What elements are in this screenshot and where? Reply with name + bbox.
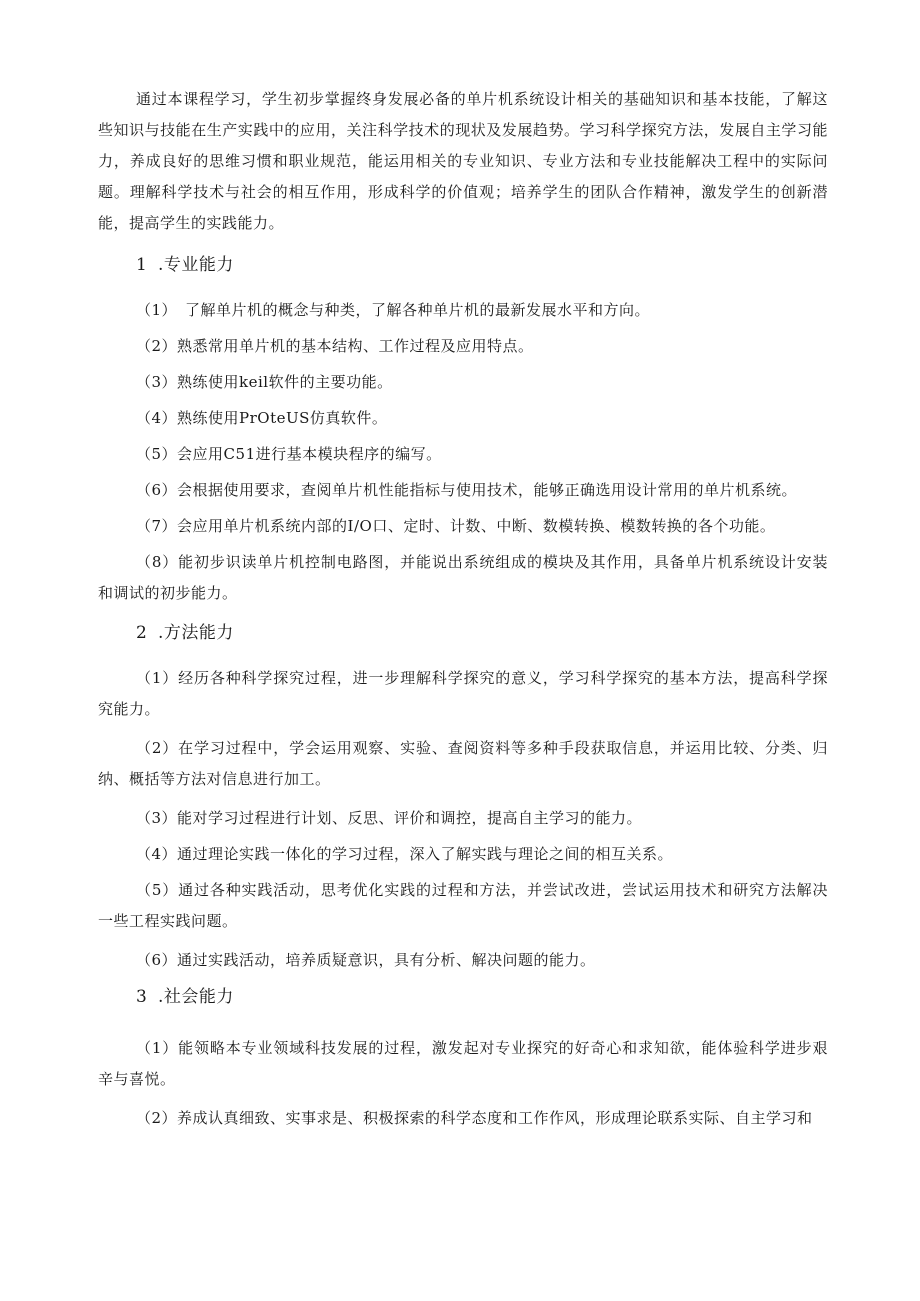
list-item: （1） 了解单片机的概念与种类，了解各种单片机的最新发展水平和方向。 (136, 301, 651, 319)
list-item: （3）能对学习过程进行计划、反思、评价和调控，提高自主学习的能力。 (136, 809, 643, 827)
section-title: .方法能力 (158, 623, 234, 643)
section-professional-ability (98, 249, 828, 609)
list-item: （4）通过理论实践一体化的学习过程，深入了解实践与理论之间的相互关系。 (136, 845, 674, 863)
section-title: .社会能力 (158, 987, 234, 1007)
list-item: （1）经历各种科学探究过程，进一步理解科学探究的意义，学习科学探究的基本方法，提高科学探究能力。 (98, 669, 828, 718)
section-heading (98, 249, 828, 281)
document-page (98, 84, 828, 1139)
list-item: （6）会根据使用要求，查阅单片机性能指标与使用技术，能够正确选用设计常用的单片机系统。 (136, 481, 798, 499)
list-item: （6）通过实践活动，培养质疑意识，具有分析、解决问题的能力。 (136, 951, 596, 969)
section-heading (98, 617, 828, 649)
section-title: .专业能力 (158, 255, 234, 275)
section-number: 1 (136, 255, 148, 275)
list-item: （2）在学习过程中，学会运用观察、实验、查阅资料等多种手段获取信息，并运用比较、分类、归纳、概括等方法对信息进行加工。 (98, 739, 828, 788)
list-item: （4）熟练使用PrOteUS仿真软件。 (136, 409, 388, 427)
list-item: （3）熟练使用keil软件的主要功能。 (136, 373, 393, 391)
list-item: （7）会应用单片机系统内部的I/O口、定时、计数、中断、数模转换、模数转换的各个功能。 (136, 517, 776, 535)
list-item: （5）通过各种实践活动，思考优化实践的过程和方法，并尝试改进，尝试运用技术和研究方法解决一些工程实践问题。 (98, 881, 828, 930)
section-method-ability (98, 617, 828, 976)
list-item: （2）养成认真细致、实事求是、积极探索的科学态度和工作作风，形成理论联系实际、自主学习和 (136, 1109, 813, 1127)
section-social-ability (98, 981, 828, 1134)
section-number: 2 (136, 623, 148, 643)
list-item: （1）能领略本专业领域科技发展的过程，激发起对专业探究的好奇心和求知欲，能体验科学进步艰辛与喜悦。 (98, 1039, 828, 1088)
list-item: （5）会应用C51进行基本模块程序的编写。 (136, 445, 442, 463)
intro-paragraph: 通过本课程学习，学生初步掌握终身发展必备的单片机系统设计相关的基础知识和基本技能，了解这些知识与技能在生产实践中的应用，关注科学技术的现状及发展趋势。学习科学探究方法，发展自主学习能力，养成良好的思维习惯和职业规范，能运用相关的专业知识、专业方法和专业技能解决工程中的实际问题。理解科学技术与社会的相互作用，形成科学的价值观；培养学生的团队合作精神，激发学生的创新潜能，提高学生的实践能力。 (98, 90, 828, 232)
section-heading (98, 981, 828, 1013)
section-number: 3 (136, 987, 148, 1007)
list-item: （8）能初步识读单片机控制电路图，并能说出系统组成的模块及其作用，具备单片机系统设计安装和调试的初步能力。 (98, 553, 828, 602)
list-item: （2）熟悉常用单片机的基本结构、工作过程及应用特点。 (136, 337, 534, 355)
